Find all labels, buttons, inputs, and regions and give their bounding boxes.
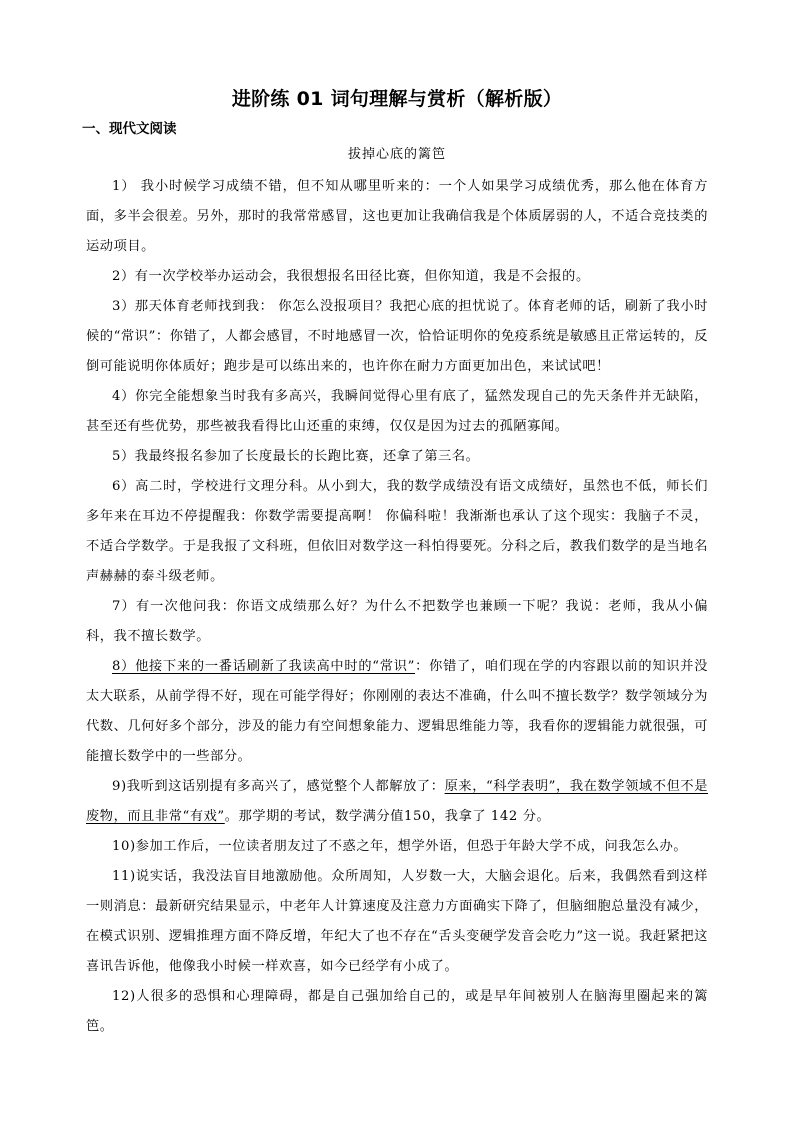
paragraph-8: 8）他接下来的一番话刷新了我读高中时的“常识”：你错了，咱们现在学的内容跟以前的知识并没太大联系，从前学得不好，现在可能学得好；你刚刚的表达不准确，什么叫不擅长数学？数学领域分为代数、几何好多个部分，涉及的能力有空间想象能力、逻辑思维能力等，我看你的逻辑能力就很强，可能擅长数学中的一些部分。 [86, 659, 708, 764]
paragraph-10: 10)参加工作后，一位读者朋友过了不惑之年，想学外语，但恐于年龄大学不成，问我怎么办。 [112, 839, 688, 854]
article-title: 拔掉心底的篱笆 [347, 147, 446, 162]
paragraph-7: 7）有一次他问我：你语文成绩那么好？为什么不把数学也兼顾一下呢？我说：老师，我从小偏科，我不擅长数学。 [86, 599, 708, 644]
paragraph-12: 12)人很多的恐惧和心理障碍，都是自己强加给自己的，或是早年间被别人在脑海里圈起来的篱笆。 [86, 989, 708, 1034]
section-heading: 一、现代文阅读 [82, 121, 177, 137]
underlined-sentence: 8）他接下来的一番话刷新了我读高中时的“常识” [112, 659, 416, 674]
paragraph-3: 3）那天体育老师找到我： 你怎么没报项目？我把心底的担忧说了。体育老师的话，刷新了我小时候的“常识”：你错了，人都会感冒，不时地感冒一次，恰恰证明你的免疫系统是敏感且正常运转的，反倒可能说明你体质好；跑步是可以练出来的，也许你在耐力方面更加出色，来试试吧！ [86, 299, 708, 374]
paragraph-11: 11)说实话，我没法盲目地激励他。众所周知，人岁数一大，大脑会退化。后来，我偶然看到这样一则消息：最新研究结果显示，中老年人计算速度及注意力方面确实下降了，但脑细胞总量没有减少，在模式识别、逻辑推理方面不降反增，年纪大了也不存在“舌头变硬学发音会吃力”这一说。我赶紧把这喜讯告诉他，他像我小时候一样欢喜，如今已经学有小成了。 [86, 869, 708, 974]
paragraph-4: 4）你完全能想象当时我有多高兴，我瞬间觉得心里有底了，猛然发现自己的先天条件并无缺陷，甚至还有些优势，那些被我看得比山还重的束缚，仅仅是因为过去的孤陋寡闻。 [86, 389, 708, 434]
paragraph-9: 9)我听到这话别提有多高兴了，感觉整个人都解放了：原来，“科学表明”，我在数学领域不但不是废物，而且非常“有戏”。那学期的考试，数学满分值150，我拿了 142 分。 [86, 779, 708, 824]
paragraph-5: 5）我最终报名参加了长度最长的长跑比赛，还拿了第三名。 [112, 449, 480, 464]
paragraph-1: 1） 我小时候学习成绩不错，但不知从哪里听来的：一个人如果学习成绩优秀，那么他在体育方面，多半会很差。另外，那时的我常常感冒，这也更加让我确信我是个体质孱弱的人，不适合竞技类的运动项目。 [86, 179, 708, 254]
underlined-sentence: 原来，“科学表明”，我在数学领域不但不是废物，而且非常“有戏” [86, 779, 708, 824]
paragraph-6: 6）高二时，学校进行文理分科。从小到大，我的数学成绩没有语文成绩好，虽然也不低，师长们多年来在耳边不停提醒我：你数学需要提高啊！ 你偏科啦！我渐渐也承认了这个现实：我脑子不灵，不适合学数学。于是我报了文科班，但依旧对数学这一科怕得要死。分科之后，教我们数学的是当地名声赫赫的泰斗级老师。 [86, 479, 708, 584]
paragraph-2: 2）有一次学校举办运动会，我很想报名田径比赛，但你知道，我是不会报的。 [112, 269, 590, 284]
document-title: 进阶练 01 词句理解与赏析（解析版） [231, 88, 563, 110]
